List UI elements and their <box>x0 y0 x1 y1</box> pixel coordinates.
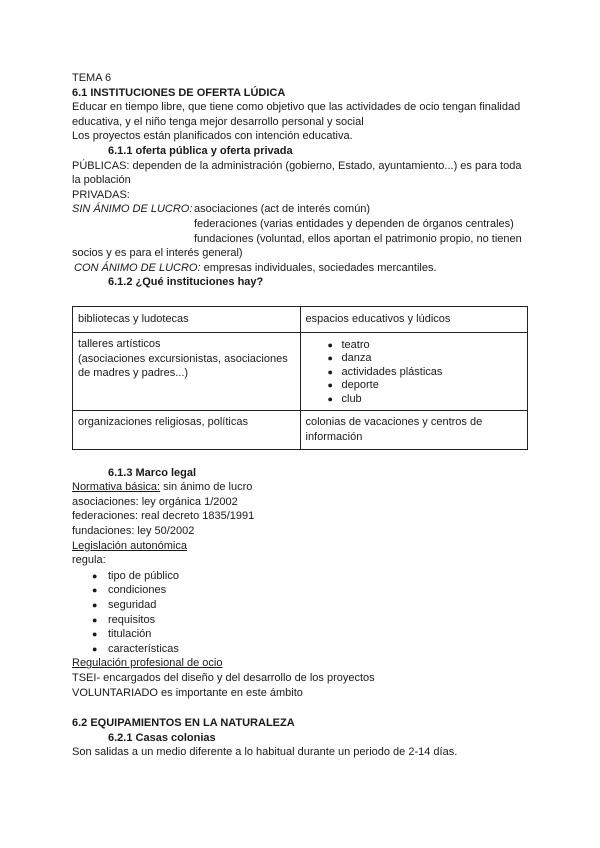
privadas-label: PRIVADAS: <box>72 188 130 201</box>
regula-list <box>72 569 532 657</box>
regula-label: regula: <box>72 554 106 567</box>
voluntariado-text: VOLUNTARIADO es importante en este ámbito <box>72 686 303 699</box>
normativa-label: Normativa básica: <box>72 481 161 494</box>
sin-animo-tail: socios y es para el interés general) <box>72 247 243 260</box>
sin-animo-item: fundaciones (voluntad, ellos aportan el patrimonio propio, no tienen <box>194 232 522 245</box>
list-item: ● requisitos <box>92 613 532 628</box>
law-federaciones: federaciones: real decreto 1835/1991 <box>72 510 255 523</box>
talleres-detail: (asociaciones excursionistas, asociaciones de madres y padres...) <box>78 352 288 380</box>
table-row <box>73 411 528 449</box>
sin-animo-lucro-label: SIN ÁNIMO DE LUCRO: <box>72 203 193 216</box>
con-animo-lucro-row <box>72 261 532 276</box>
table-cell <box>73 332 301 411</box>
list-item: ● condiciones <box>92 583 532 598</box>
table-row <box>73 306 528 332</box>
regulacion-label: Regulación profesional de ocio <box>72 657 223 670</box>
section-6-1-1-heading: 6.1.1 oferta pública y oferta privada <box>108 144 293 157</box>
list-item: ● danza <box>328 352 523 366</box>
legislacion-heading <box>72 539 532 554</box>
table-cell: colonias de vacaciones y centros de información <box>300 411 528 449</box>
section-6-1-heading: 6.1 INSTITUCIONES DE OFERTA LÚDICA <box>72 86 286 99</box>
table-cell: organizaciones religiosas, políticas <box>73 411 301 449</box>
list-item: ● actividades plásticas <box>328 366 523 380</box>
sin-animo-item: federaciones (varias entidades y dependen de órganos centrales) <box>194 217 514 230</box>
normativa-row <box>72 480 532 495</box>
activities-list <box>306 339 523 407</box>
table-cell <box>300 332 528 411</box>
law-asociaciones: asociaciones: ley orgánica 1/2002 <box>72 495 238 508</box>
list-item: ● titulación <box>92 627 532 642</box>
list-item: ● deporte <box>328 379 523 393</box>
legislacion-label: Legislación autonómica <box>72 539 187 552</box>
sin-animo-lucro-row <box>72 202 532 217</box>
table-row <box>73 332 528 411</box>
list-item: ● tipo de público <box>92 569 532 584</box>
law-fundaciones: fundaciones: ley 50/2002 <box>72 524 195 537</box>
section-6-1-paragraph: Educar en tiempo libre, que tiene como objetivo que las actividades de ocio tengan finalidad educativa, y el niño tenga mejor desarrollo personal y social <box>72 101 521 128</box>
con-animo-lucro-text: empresas individuales, sociedades mercantiles. <box>203 261 437 274</box>
publicas-text: PÚBLICAS: dependen de la administración (gobierno, Estado, ayuntamiento...) es para toda la población <box>72 159 522 187</box>
document-content <box>72 71 532 760</box>
spacer <box>72 700 532 716</box>
table-cell: bibliotecas y ludotecas <box>73 306 301 332</box>
section-6-2-1-text: Son salidas a un medio diferente a lo habitual durante un periodo de 2-14 días. <box>72 746 458 759</box>
talleres-title: talleres artísticos <box>78 337 161 350</box>
spacer <box>72 450 532 466</box>
con-animo-lucro-label: CON ÁNIMO DE LUCRO: <box>74 261 201 274</box>
tema-label: TEMA 6 <box>72 72 112 84</box>
list-item: ● características <box>92 642 532 657</box>
section-6-2-1-heading: 6.2.1 Casas colonias <box>108 731 216 744</box>
institutions-table <box>72 306 528 450</box>
section-6-2-heading: 6.2 EQUIPAMIENTOS EN LA NATURALEZA <box>72 717 295 730</box>
table-cell: espacios educativos y lúdicos <box>300 306 528 332</box>
list-item: ● seguridad <box>92 598 532 613</box>
normativa-text: sin ánimo de lucro <box>163 481 253 494</box>
section-6-1-note: Los proyectos están planificados con intención educativa. <box>72 130 353 143</box>
list-item: ● teatro <box>328 339 523 353</box>
section-6-1-3-heading: 6.1.3 Marco legal <box>108 466 197 479</box>
section-6-1-2-heading: 6.1.2 ¿Qué instituciones hay? <box>108 276 264 289</box>
regulacion-heading <box>72 656 532 671</box>
tsei-text: TSEI- encargados del diseño y del desarrollo de los proyectos <box>72 671 375 684</box>
sin-animo-item: asociaciones (act de interés común) <box>194 203 371 216</box>
list-item: ● club <box>328 393 523 407</box>
